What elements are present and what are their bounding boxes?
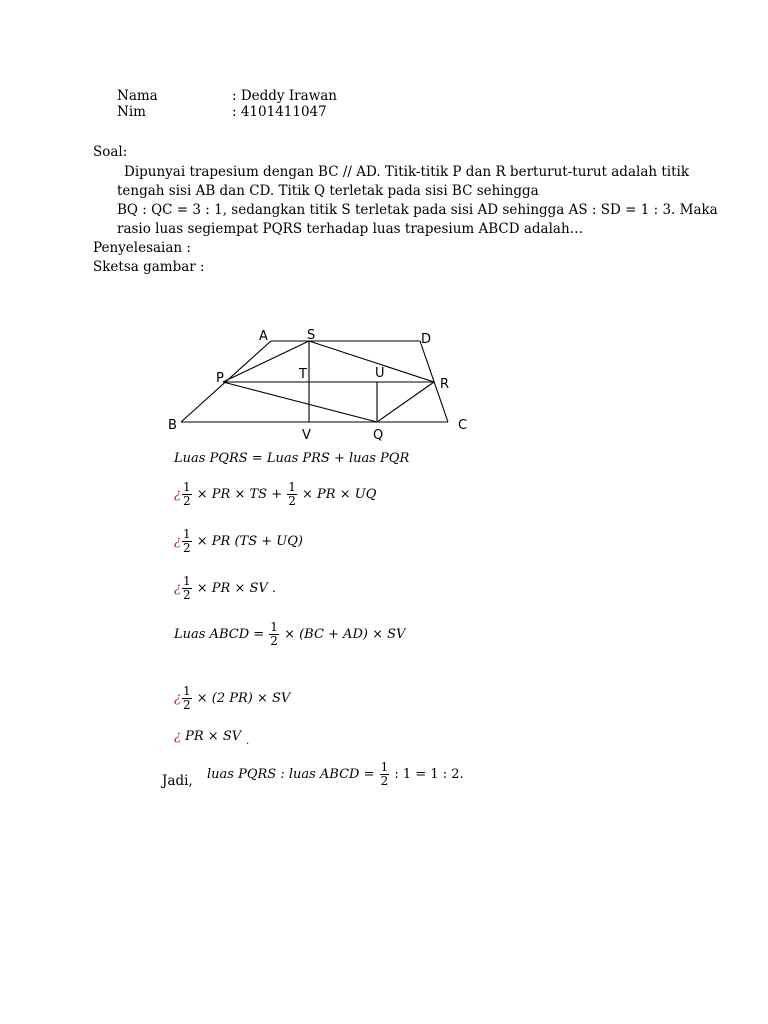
problem-line-3: BQ : QC = 3 : 1, sedangkan titik S terletak pada sisi AD sehingga AS : SD = 1 : 3. Maka xyxy=(117,202,718,218)
segment-ps xyxy=(223,341,309,382)
problem-line-2: tengah sisi AB dan CD. Titik Q terletak pada sisi BC sehingga xyxy=(117,183,539,199)
fraction-half: $\frac{1}{2}$ xyxy=(182,684,191,712)
fraction-half: $\frac{1}{2}$ xyxy=(288,480,296,508)
problem-line-1: Dipunyai trapesium dengan BC // AD. Titik-titik P dan R berturut-turut adalah titik xyxy=(124,164,690,180)
label-b: B xyxy=(168,418,177,433)
math-line-4: ¿ $\frac{1}{2}$ × PR × SV . xyxy=(174,574,277,602)
label-d: D xyxy=(421,332,432,347)
math-line-5: Luas ABCD = $\frac{1}{2}$ × (BC + AD) × SV xyxy=(174,620,406,648)
solution-heading: Penyelesaian : xyxy=(93,240,191,256)
math-line-2: ¿ $\frac{1}{2}$ × PR × TS + $\frac{1}{2}$ × PR × UQ xyxy=(174,480,377,508)
label-a: A xyxy=(259,329,268,344)
fraction-half: $\frac{1}{2}$ xyxy=(182,480,191,508)
name-label: Nama xyxy=(117,88,158,104)
nim-label: Nim xyxy=(117,104,146,120)
math-conclusion: luas PQRS : luas ABCD = $\frac{1}{2}$ : 1 = 1 : 2. xyxy=(207,760,464,788)
jadi-label: Jadi, xyxy=(162,773,193,789)
nim-value: : 4101411047 xyxy=(232,104,327,120)
label-v: V xyxy=(302,428,311,443)
name-value: : Deddy Irawan xyxy=(232,88,337,104)
fraction-half: $\frac{1}{2}$ xyxy=(182,574,191,602)
segment-pq xyxy=(223,382,377,422)
problem-line-4: rasio luas segiempat PQRS terhadap luas trapesium ABCD adalah… xyxy=(117,221,584,237)
segment-sr xyxy=(309,341,434,382)
label-s: S xyxy=(307,328,316,343)
label-c: C xyxy=(458,418,468,433)
sketch-heading: Sketsa gambar : xyxy=(93,259,205,275)
problem-heading: Soal: xyxy=(93,144,128,160)
label-p: P xyxy=(216,371,224,386)
math-line-7: ¿ PR × SV xyxy=(174,729,242,744)
math-line-6: ¿ $\frac{1}{2}$ × (2 PR) × SV xyxy=(174,684,291,712)
fraction-half: $\frac{1}{2}$ xyxy=(270,620,278,648)
eq-sign: ¿ xyxy=(174,487,181,502)
label-r: R xyxy=(440,377,450,392)
math-line-3: ¿ $\frac{1}{2}$ × PR (TS + UQ) xyxy=(174,527,303,555)
label-u: U xyxy=(375,366,385,381)
label-q: Q xyxy=(373,428,384,443)
label-t: T xyxy=(299,367,307,382)
segment-qr xyxy=(377,382,434,422)
fraction-half: $\frac{1}{2}$ xyxy=(182,527,191,555)
fraction-half: $\frac{1}{2}$ xyxy=(380,760,389,788)
stray-dot: . xyxy=(246,736,250,747)
math-line-1: Luas PQRS = Luas PRS + luas PQR xyxy=(174,451,410,466)
